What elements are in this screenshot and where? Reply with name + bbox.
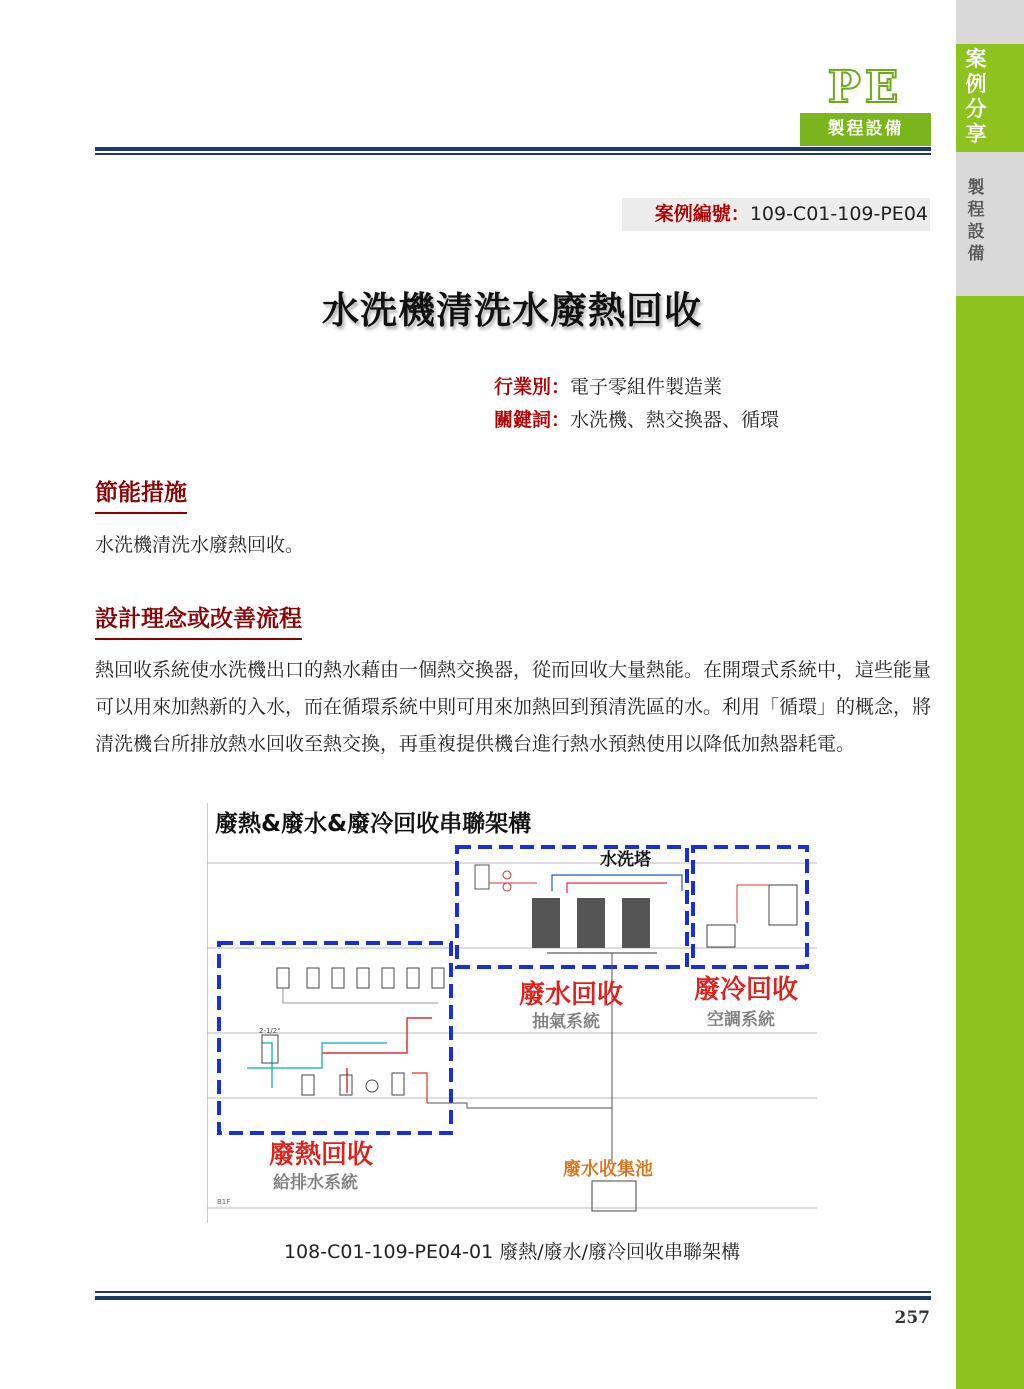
water-supply-zone	[219, 943, 451, 1133]
sidebar-chapter-label: 案例分享	[965, 47, 987, 146]
pe-logo: PE	[827, 62, 903, 113]
waste-cold-sublabel: 空調系統	[707, 1010, 775, 1030]
heater-box	[277, 968, 289, 988]
waste-heat-label: 廢熱回收	[269, 1140, 374, 1170]
keywords-label: 關鍵詞：	[494, 409, 571, 431]
system-diagram	[207, 803, 817, 1223]
sidebar-section-label: 製程設備	[967, 178, 985, 264]
heater-box	[407, 968, 419, 988]
diagram-title: 廢熱&廢水&廢冷回收串聯架構	[215, 811, 532, 837]
case-number	[622, 198, 930, 231]
filter-unit	[340, 1075, 352, 1095]
heater-box	[432, 968, 444, 988]
page-number: 257	[894, 1308, 930, 1328]
filter-unit	[302, 1075, 314, 1095]
system-diagram-svg	[207, 803, 817, 1223]
floor-label: B1F	[217, 1198, 231, 1206]
pipe-red	[322, 1018, 432, 1053]
design-heading: 設計理念或改善流程	[95, 600, 302, 640]
pump	[503, 883, 511, 891]
filter-unit	[392, 1073, 404, 1095]
heat-exchanger	[366, 1080, 378, 1092]
footer-rule-thin	[95, 1291, 931, 1293]
heater-box	[307, 968, 319, 988]
ahu-unit	[769, 885, 797, 925]
hvac-zone	[693, 847, 807, 967]
pipe-red	[567, 883, 667, 893]
waste-water-sublabel: 抽氣系統	[532, 1012, 600, 1032]
pipe-gray	[283, 988, 438, 1003]
wash-tower-zone	[457, 847, 687, 967]
storage-tank	[262, 1035, 278, 1063]
scrubber-units	[475, 865, 650, 948]
header-rule	[95, 147, 931, 151]
waste-heat-sublabel: 給排水系統	[273, 1173, 358, 1193]
waste-water-label: 廢水回收	[519, 980, 624, 1010]
scrubber-unit	[577, 898, 605, 948]
heater-box	[332, 968, 344, 988]
drain-line	[427, 1103, 612, 1108]
waste-cold-label: 廢冷回收	[694, 975, 799, 1005]
design-text: 熱回收系統使水洗機出口的熱水藉由一個熱交換器，從而回收大量熱能。在開環式系統中，這些能量可以用來加熱新的入水，而在循環系統中則可用來加熱回到預清洗區的水。利用「循環」的概念，將清洗機台所排放熱水回收至熱交換，再重複提供機台進行熱水預熱使用以降低加熱器耗電。	[95, 659, 932, 755]
tank	[475, 865, 489, 889]
wash-tower-label: 水洗塔	[600, 850, 651, 870]
heater-box	[357, 968, 369, 988]
pipe-cyan	[262, 1043, 272, 1088]
pipe-size-label: 2-1/2"	[259, 1027, 281, 1035]
footer-rule	[95, 1296, 931, 1300]
measure-text: 水洗機清洗水廢熱回收。	[95, 534, 305, 556]
measure-heading: 節能措施	[95, 474, 187, 514]
industry-value: 電子零組件製造業	[570, 376, 723, 398]
scrubber-unit	[622, 898, 650, 948]
collection-pool-box	[592, 1181, 636, 1211]
heater-box	[382, 968, 394, 988]
case-number-label: 案例編號：	[654, 203, 750, 225]
hvac-equipment	[707, 885, 797, 947]
figure-caption: 108-C01-109-PE04-01 廢熱/廢水/廢冷回收串聯架構	[283, 1241, 741, 1263]
keywords-value: 水洗機、熱交換器、循環	[570, 409, 780, 431]
keywords-line	[494, 405, 779, 435]
industry-label: 行業別：	[494, 376, 571, 398]
pipe-cyan	[247, 1043, 387, 1068]
case-number-value: 109-C01-109-PE04	[749, 203, 928, 225]
header-rule-thin	[95, 153, 931, 155]
chiller-unit	[707, 925, 735, 947]
page-title: 水洗機清洗水廢熱回收	[322, 289, 702, 332]
scrubber-unit	[532, 898, 560, 948]
collection-pool-label: 廢水收集池	[563, 1159, 653, 1180]
category-tag: 製程設備	[800, 113, 931, 146]
pump	[503, 871, 511, 879]
water-supply-equipment	[247, 968, 444, 1103]
industry-line	[494, 372, 722, 402]
